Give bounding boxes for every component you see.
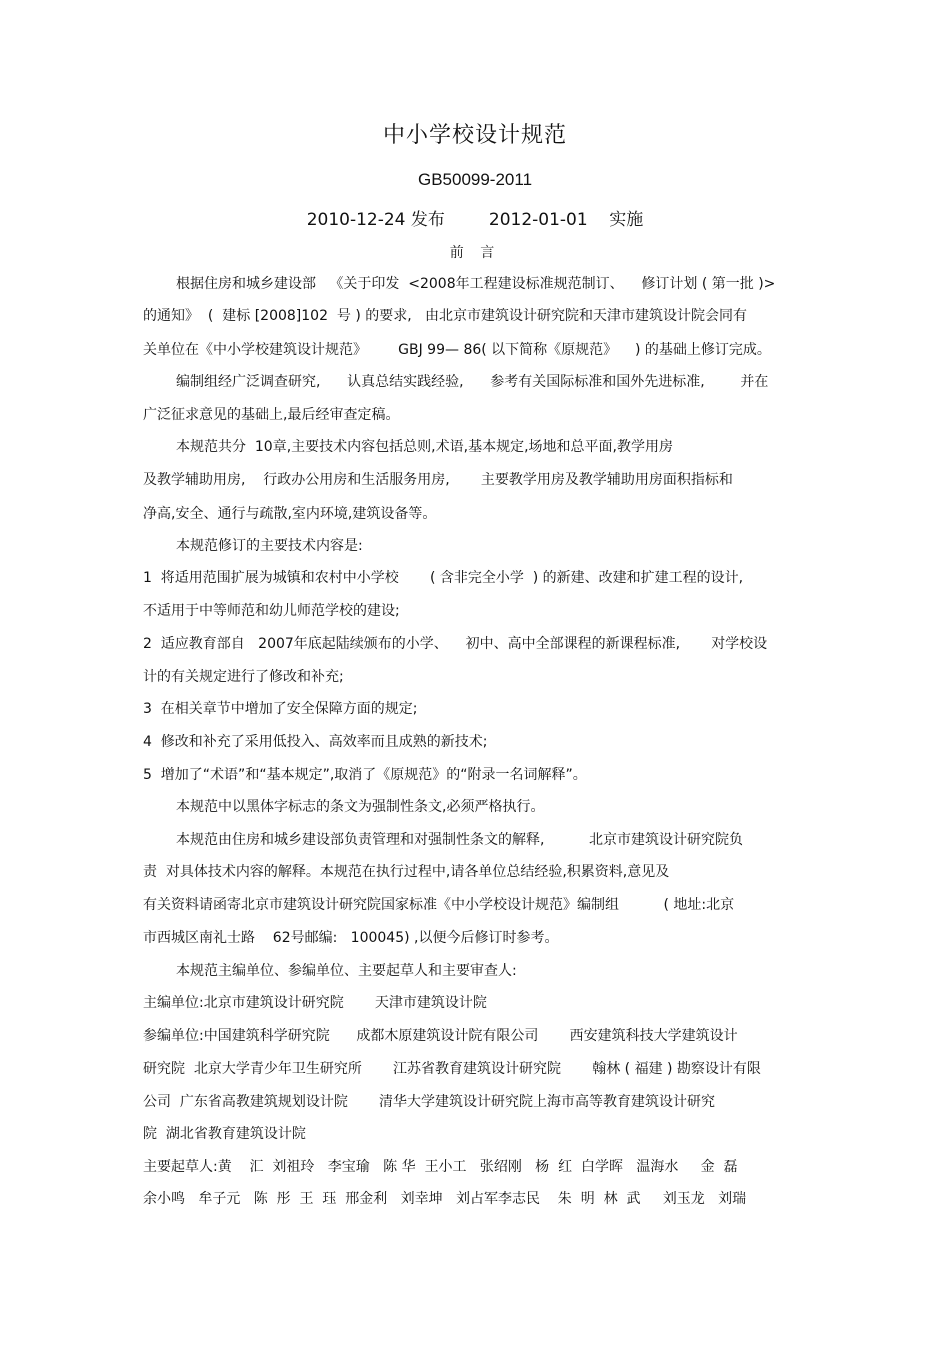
body-line: 广泛征求意见的基础上,最后经审查定稿。	[143, 407, 400, 423]
body-line: 公司 广东省高教建筑规划设计院 清华大学建筑设计研究院上海市高等教育建筑设计研究	[143, 1094, 716, 1110]
body-line: 主要起草人:黄 汇 刘祖玲 李宝瑜 陈 华 王小工 张绍刚 杨 红 白学晖 温海水 金 磊	[143, 1159, 738, 1175]
body-line: 本规范共分 10章,主要技术内容包括总则,术语,基本规定,场地和总平面,教学用房	[176, 439, 673, 455]
body-line: 院 湖北省教育建筑设计院	[143, 1126, 306, 1142]
body-line: 编制组经广泛调查研究, 认真总结实践经验, 参考有关国际标准和国外先进标准, 并在	[176, 374, 769, 390]
body-line: 3 在相关章节中增加了安全保障方面的规定;	[143, 701, 418, 717]
body-line: 研究院 北京大学青少年卫生研究所 江苏省教育建筑设计研究院 翰林 ( 福建 ) 勘察设计有限	[143, 1061, 761, 1077]
date-line	[0, 205, 950, 230]
body-line: 本规范主编单位、参编单位、主要起草人和主要审查人:	[176, 963, 517, 979]
body-line: 不适用于中等师范和幼儿师范学校的建设;	[143, 603, 400, 619]
body-line: 根据住房和城乡建设部 《关于印发 <2008年工程建设标准规范制订、 修订计划 ( 第一批 )>	[176, 276, 776, 292]
document-title: 中小学校设计规范	[382, 123, 567, 148]
issue-date: 2010-12-24 发布	[306, 210, 445, 230]
body-line: 市西城区南礼士路 62号邮编: 100045) ,以便今后修订时参考。	[143, 930, 559, 946]
body-line: 主编单位:北京市建筑设计研究院 天津市建筑设计院	[143, 995, 487, 1011]
body-line: 及教学辅助用房, 行政办公用房和生活服务用房, 主要教学用房及教学辅助用房面积指标和	[143, 472, 733, 488]
body-line: 4 修改和补充了采用低投入、高效率而且成熟的新技术;	[143, 734, 488, 750]
body-line: 5 增加了“术语”和“基本规定”,取消了《原规范》的“附录一名词解释”。	[143, 767, 587, 783]
body-line: 1 将适用范围扩展为城镇和农村中小学校 ( 含非完全小学 ) 的新建、改建和扩建工程的设计,	[143, 570, 744, 586]
body-line: 本规范中以黑体字标志的条文为强制性条文,必须严格执行。	[176, 799, 545, 815]
preface-heading: 前 言	[449, 245, 501, 261]
standard-code: GB50099-2011	[417, 170, 533, 189]
body-line: 责 对具体技术内容的解释。本规范在执行过程中,请各单位总结经验,积累资料,意见及	[143, 864, 670, 880]
body-line: 本规范由住房和城乡建设部负责管理和对强制性条文的解释, 北京市建筑设计研究院负	[176, 832, 743, 848]
body-line: 的通知》 ( 建标 [2008]102 号 ) 的要求, 由北京市建筑设计研究院和天津市建筑设计院会同有	[143, 308, 748, 324]
body-line: 有关资料请函寄北京市建筑设计研究院国家标准《中小学校设计规范》编制组 ( 地址:北京	[143, 897, 735, 913]
body-line: 本规范修订的主要技术内容是:	[176, 538, 363, 554]
effective-date: 2012-01-01 实施	[488, 210, 644, 230]
body-line: 净高,安全、通行与疏散,室内环境,建筑设备等。	[143, 506, 437, 522]
body-line: 关单位在《中小学校建筑设计规范》 GBJ 99— 86( 以下简称《原规范》 ) 的基础上修订完成。	[143, 342, 771, 358]
body-line: 参编单位:中国建筑科学研究院 成都木原建筑设计院有限公司 西安建筑科技大学建筑设计	[143, 1028, 738, 1044]
body-line: 余小鸣 牟子元 陈 彤 王 珏 邢金利 刘幸坤 刘占军李志民 朱 明 林 武 刘玉龙 刘瑞	[143, 1191, 747, 1207]
body-line: 计的有关规定进行了修改和补充;	[143, 669, 344, 685]
body-line: 2 适应教育部自 2007年底起陆续颁布的小学、 初中、高中全部课程的新课程标准, 对学校设	[143, 636, 768, 652]
